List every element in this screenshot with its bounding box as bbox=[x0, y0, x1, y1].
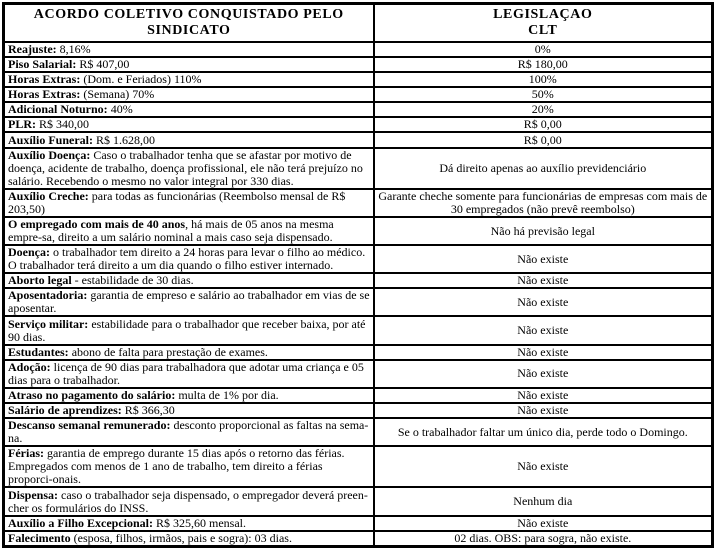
acordo-sindicato-header-cell bbox=[4, 4, 374, 43]
comparison-table-body bbox=[4, 42, 713, 547]
legislacao-clt-cell: Não existe bbox=[374, 245, 713, 273]
legislacao-clt-cell: Não existe bbox=[374, 288, 713, 316]
table-row bbox=[4, 531, 713, 547]
table-row bbox=[4, 117, 713, 132]
row-topic-label: Auxílio Creche: bbox=[8, 188, 89, 203]
legislacao-clt-cell: Não existe bbox=[374, 316, 713, 344]
table-row bbox=[4, 418, 713, 446]
row-topic-label: Aborto legal bbox=[8, 273, 72, 288]
table-row bbox=[4, 316, 713, 344]
row-topic-label: Descanso semanal remunerado: bbox=[8, 418, 171, 433]
table-row bbox=[4, 273, 713, 288]
row-topic-label: PLR: bbox=[8, 117, 36, 132]
legislacao-clt-cell: R$ 180,00 bbox=[374, 57, 713, 72]
table-row bbox=[4, 217, 713, 245]
acordo-sindicato-cell: Aborto legal - estabilidade de 30 dias. bbox=[4, 273, 374, 288]
table-row bbox=[4, 288, 713, 316]
table-row bbox=[4, 42, 713, 57]
table-row bbox=[4, 87, 713, 102]
table-row bbox=[4, 102, 713, 117]
table-row bbox=[4, 403, 713, 418]
row-topic-label: Auxílio Funeral: bbox=[8, 132, 94, 147]
acordo-sindicato-cell: Auxílio Funeral: R$ 1.628,00 bbox=[4, 132, 374, 147]
acordo-sindicato-cell: PLR: R$ 340,00 bbox=[4, 117, 374, 132]
row-topic-label: Atraso no pagamento do salário: bbox=[8, 387, 176, 402]
legislacao-clt-cell: Não existe bbox=[374, 360, 713, 388]
legislacao-clt-cell: Não existe bbox=[374, 446, 713, 487]
legislacao-clt-cell: R$ 0,00 bbox=[374, 117, 713, 132]
table-row bbox=[4, 487, 713, 515]
row-topic-label: Reajuste: bbox=[8, 42, 57, 57]
row-topic-label: Aposentadoria: bbox=[8, 288, 88, 303]
legislacao-clt-cell: Não existe bbox=[374, 273, 713, 288]
row-topic-label: Horas Extras: bbox=[8, 72, 81, 87]
table-row bbox=[4, 132, 713, 147]
acordo-sindicato-cell: Falecimento (esposa, filhos, irmãos, pais e sogra): 03 dias. bbox=[4, 531, 374, 547]
legislacao-clt-cell: Não existe bbox=[374, 516, 713, 531]
row-topic-label: Falecimento bbox=[8, 530, 71, 545]
legislacao-clt-cell: Garante cheche somente para funcionárias de empresas com mais de 30 empregados (não prevê reembolso) bbox=[374, 189, 713, 217]
clt-header-line-1: LEGISLAÇAO bbox=[493, 7, 593, 22]
row-topic-label: Férias: bbox=[8, 446, 44, 461]
legislacao-clt-cell: 50% bbox=[374, 87, 713, 102]
legislacao-clt-cell: 100% bbox=[374, 72, 713, 87]
legislacao-clt-cell: Dá direito apenas ao auxílio previdenciário bbox=[374, 148, 713, 189]
row-topic-label: Estudantes: bbox=[8, 344, 69, 359]
header-row bbox=[4, 4, 713, 43]
legislacao-clt-cell: 20% bbox=[374, 102, 713, 117]
table-row bbox=[4, 360, 713, 388]
table-row bbox=[4, 516, 713, 531]
table-row bbox=[4, 245, 713, 273]
acordo-sindicato-cell: Aposentadoria: garantia de empreso e salário ao trabalhador em vias de se aposentar. bbox=[4, 288, 374, 316]
legislacao-clt-cell: Não existe bbox=[374, 403, 713, 418]
table-row bbox=[4, 388, 713, 403]
row-topic-label: Horas Extras: bbox=[8, 87, 81, 102]
clt-header-line-2: CLT bbox=[528, 23, 558, 38]
acordo-sindicato-cell: Auxílio Doença: Caso o trabalhador tenha que se afastar por motivo de doença, acidente de trabalho, doença profissional, ele não terá prejuízo no salário. Recebendo o mesmo no valor integral por 330 dias. bbox=[4, 148, 374, 189]
table-row bbox=[4, 345, 713, 360]
acordo-sindicato-cell: Horas Extras: (Dom. e Feriados) 110% bbox=[4, 72, 374, 87]
row-topic-label: Serviço militar: bbox=[8, 316, 89, 331]
table-row bbox=[4, 189, 713, 217]
legislacao-clt-cell: Não existe bbox=[374, 388, 713, 403]
legislacao-clt-cell: 02 dias. OBS: para sogra, não existe. bbox=[374, 531, 713, 547]
row-topic-label: Adoção: bbox=[8, 359, 51, 374]
acordo-header-line-1: ACORDO COLETIVO CONQUISTADO PELO bbox=[33, 7, 344, 22]
row-topic-label: Salário de aprendizes: bbox=[8, 402, 122, 417]
acordo-sindicato-cell: Adoção: licença de 90 dias para trabalhadora que adotar uma criança e 05 dias para o trabalhador. bbox=[4, 360, 374, 388]
acordo-sindicato-cell: Estudantes: abono de falta para prestação de exames. bbox=[4, 345, 374, 360]
acordo-sindicato-cell: Adicional Noturno: 40% bbox=[4, 102, 374, 117]
row-topic-label: Piso Salarial: bbox=[8, 57, 77, 72]
acordo-sindicato-cell: Descanso semanal remunerado: desconto proporcional as faltas na sema-na. bbox=[4, 418, 374, 446]
acordo-sindicato-cell: Auxílio a Filho Excepcional: R$ 325,60 mensal. bbox=[4, 516, 374, 531]
table-row bbox=[4, 446, 713, 487]
legislacao-clt-cell: Se o trabalhador faltar um único dia, perde todo o Domingo. bbox=[374, 418, 713, 446]
legislacao-clt-cell: R$ 0,00 bbox=[374, 132, 713, 147]
row-topic-label: Auxílio Doença: bbox=[8, 147, 91, 162]
row-topic-label: Adicional Noturno: bbox=[8, 102, 108, 117]
legislacao-clt-header-cell bbox=[374, 4, 713, 43]
legislacao-clt-cell: Não existe bbox=[374, 345, 713, 360]
table-row bbox=[4, 72, 713, 87]
acordo-sindicato-cell: Serviço militar: estabilidade para o trabalhador que receber baixa, por até 90 dias. bbox=[4, 316, 374, 344]
table-row bbox=[4, 148, 713, 189]
acordo-sindicato-cell: Dispensa: caso o trabalhador seja dispensado, o empregador deverá preen-cher os formulários do INSS. bbox=[4, 487, 374, 515]
acordo-sindicato-cell: Doença: o trabalhador tem direito a 24 horas para levar o filho ao médico. O trabalhador terá direito a um dia quando o filho estiver internado. bbox=[4, 245, 374, 273]
row-topic-label: Auxílio a Filho Excepcional: bbox=[8, 515, 154, 530]
legislacao-clt-cell: 0% bbox=[374, 42, 713, 57]
acordo-sindicato-cell: Auxílio Creche: para todas as funcionárias (Reembolso mensal de R$ 203,50) bbox=[4, 189, 374, 217]
comparison-table bbox=[2, 2, 714, 548]
row-topic-label: Doença: bbox=[8, 245, 50, 260]
acordo-sindicato-cell: Salário de aprendizes: R$ 366,30 bbox=[4, 403, 374, 418]
row-topic-label: O empregado com mais de 40 anos bbox=[8, 217, 186, 232]
table-header bbox=[4, 4, 713, 43]
row-topic-label: Dispensa: bbox=[8, 487, 59, 502]
table-row bbox=[4, 57, 713, 72]
acordo-sindicato-cell: O empregado com mais de 40 anos, há mais de 05 anos na mesma empre-sa, direito a um salário nominal a mais caso seja dispensado. bbox=[4, 217, 374, 245]
acordo-sindicato-cell: Férias: garantia de emprego durante 15 dias após o retorno das férias. Empregados com menos de 1 ano de trabalho, tem direito a férias proporci-onais. bbox=[4, 446, 374, 487]
acordo-sindicato-cell: Horas Extras: (Semana) 70% bbox=[4, 87, 374, 102]
acordo-sindicato-cell: Atraso no pagamento do salário: multa de 1% por dia. bbox=[4, 388, 374, 403]
acordo-header-line-2: SINDICATO bbox=[147, 23, 231, 38]
acordo-sindicato-cell: Piso Salarial: R$ 407,00 bbox=[4, 57, 374, 72]
legislacao-clt-cell: Nenhum dia bbox=[374, 487, 713, 515]
acordo-sindicato-cell: Reajuste: 8,16% bbox=[4, 42, 374, 57]
legislacao-clt-cell: Não há previsão legal bbox=[374, 217, 713, 245]
